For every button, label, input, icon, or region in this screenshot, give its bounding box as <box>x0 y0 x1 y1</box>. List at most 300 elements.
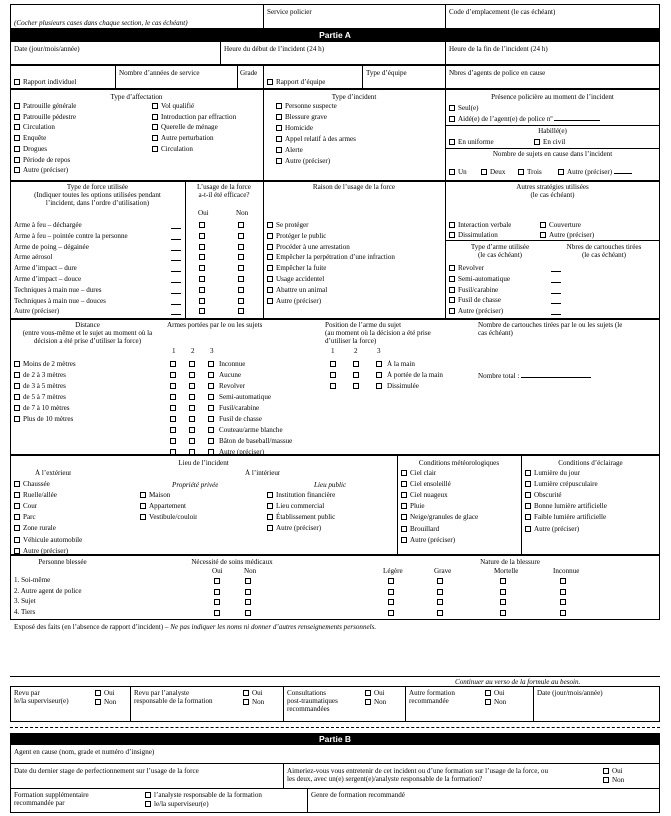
weather-item-label: Ciel ensoleillé <box>410 480 451 489</box>
private-appartement-checkbox[interactable] <box>140 501 186 511</box>
lighting-faible-lumiere-artificielle-checkbox[interactable] <box>525 512 606 522</box>
alone-checkbox[interactable] <box>449 103 479 113</box>
assignment-item-label: Vol qualifié <box>161 102 195 110</box>
medical-yes-checkbox[interactable] <box>214 610 220 616</box>
assignment-item-label: Période de repos <box>23 155 71 164</box>
weather-title: Conditions météorologiques <box>418 459 500 467</box>
weapon-position-col3-checkbox[interactable] <box>376 383 382 389</box>
effective-yes-header: Oui <box>198 209 209 217</box>
assignment-item-label: Drogues <box>23 144 48 153</box>
talk-no-label: Non <box>612 776 625 784</box>
force-effective-yes-checkbox[interactable] <box>199 287 205 293</box>
nature-mortelle-checkbox[interactable] <box>500 599 506 605</box>
uniform-label: En uniforme <box>458 138 494 146</box>
subject-cartridges-total[interactable] <box>478 371 591 381</box>
location-code-label: Code d’emplacement (le cas échéant) <box>449 8 556 16</box>
agent-label: Agent en cause (nom, grade et numéro d’insigne) <box>14 748 155 756</box>
weapon-used-fusil-carabine-checkbox[interactable] <box>449 285 498 295</box>
force-effective-no-checkbox[interactable] <box>238 233 244 239</box>
incident-item-label: Personne suspecte <box>285 102 337 110</box>
subject-weapon-couteau-arme-blanche-label: Couteau/arme blanche <box>219 426 283 434</box>
cartridges-fired-line[interactable] <box>551 303 561 304</box>
analyst-review-no[interactable] <box>243 697 264 707</box>
subject-weapon-col3-checkbox[interactable] <box>208 372 214 378</box>
consult-label-2: post-traumatiques <box>287 697 338 705</box>
reason-se-proteger-checkbox[interactable] <box>267 220 309 230</box>
nature-legere-checkbox[interactable] <box>388 610 394 616</box>
extra-training-label-1: Formation supplémentaire <box>14 791 89 799</box>
strategy-other-checkbox[interactable] <box>540 230 594 240</box>
weapon-position-subtitle-2: d’utiliser la force) <box>325 337 377 345</box>
incident-appel-relatif-a-des-armes-checkbox[interactable] <box>276 134 356 144</box>
distance-item-label: de 3 à 5 mètres <box>23 382 66 390</box>
supervisor-no-label: Non <box>104 698 117 706</box>
weather-pluie-checkbox[interactable] <box>401 501 425 511</box>
weather-ciel-nuageux-checkbox[interactable] <box>401 490 448 500</box>
weapon-position-col-header: 3 <box>377 347 381 355</box>
reason-empecher-la-fuite-checkbox[interactable] <box>267 263 326 273</box>
cut-line <box>10 727 660 728</box>
distance-de-3-a-5-metres-checkbox[interactable] <box>14 381 66 391</box>
outside-parc-checkbox[interactable] <box>14 512 36 522</box>
lighting-item-label: Lumière du jour <box>534 469 581 477</box>
private-maison-checkbox[interactable] <box>140 490 170 500</box>
weather-brouillard-checkbox[interactable] <box>401 524 439 534</box>
nature-mortelle-header: Mortelle <box>494 567 519 575</box>
subject-weapon-col2-checkbox[interactable] <box>189 372 195 378</box>
uniform-checkbox[interactable] <box>449 137 494 147</box>
force-effective-yes-checkbox[interactable] <box>199 254 205 260</box>
weather-autre-preciser-checkbox[interactable] <box>401 535 455 545</box>
nature-inconnue-checkbox[interactable] <box>560 599 566 605</box>
subjects-three-checkbox[interactable] <box>518 167 542 177</box>
weapon-position-col3-checkbox[interactable] <box>376 361 382 367</box>
cartridges-fired-title: Nbres de cartouches tirées <box>566 243 642 251</box>
subject-weapon-col1-checkbox[interactable] <box>170 383 176 389</box>
weather-neige-granules-de-glace-checkbox[interactable] <box>401 512 478 522</box>
incident-item-label: Blessure grave <box>285 113 327 121</box>
subject-weapon-col3-checkbox[interactable] <box>208 449 214 455</box>
nature-inconnue-checkbox[interactable] <box>560 578 566 584</box>
cartridges-fired-subtitle: (le cas échéant) <box>581 251 627 259</box>
force-techniques-a-main-nue-dures-label: Techniques à main nue – dures <box>14 285 102 294</box>
weather-item-label: Ciel clair <box>410 469 437 477</box>
lighting-item-label: Faible lumière artificielle <box>534 513 607 522</box>
row2-box <box>10 65 660 89</box>
force-order-line[interactable] <box>171 260 181 261</box>
nature-grave-checkbox[interactable] <box>437 589 443 595</box>
force-effective-no-checkbox[interactable] <box>238 222 244 228</box>
force-effective-yes-checkbox[interactable] <box>199 265 205 271</box>
instruction-text: (Cocher plusieurs cases dans chaque section, le cas échéant) <box>14 19 188 27</box>
weapon-position-col1-checkbox[interactable] <box>330 372 336 378</box>
force-effective-no-checkbox[interactable] <box>238 298 244 304</box>
subject-cartridges-title-1: Nombre de cartouches tirées par le ou les sujets (le <box>478 321 623 329</box>
assignment-autre-preciser-checkbox[interactable] <box>14 165 68 175</box>
assignment-patrouille-pedestre-checkbox[interactable] <box>14 112 76 122</box>
nature-mortelle-checkbox[interactable] <box>500 589 506 595</box>
cartridges-fired-line[interactable] <box>551 271 561 272</box>
outside-vehicule-automobile-checkbox[interactable] <box>14 535 82 545</box>
individual-report-checkbox[interactable] <box>14 77 76 87</box>
subject-weapon-inconnue-label: Inconnue <box>219 360 246 368</box>
lighting-obscurite-checkbox[interactable] <box>525 490 562 500</box>
assignment-autre-perturbation-checkbox[interactable] <box>152 133 214 143</box>
reason-proceder-a-une-arrestation-checkbox[interactable] <box>267 242 350 252</box>
last-training-label: Date du dernier stage de perfectionnement sur l’usage de la force <box>14 767 199 775</box>
lighting-lumiere-crepusculaire-checkbox[interactable] <box>525 479 598 489</box>
force-order-line[interactable] <box>171 239 181 240</box>
weather-item-label: Ciel nuageux <box>410 491 448 500</box>
reason-title: Raison de l’usage de la force <box>312 183 396 191</box>
lighting-title: Conditions d’éclairage <box>558 459 623 467</box>
force-effective-no-checkbox[interactable] <box>238 308 244 314</box>
team-report-checkbox[interactable] <box>267 77 325 87</box>
cartridges-fired-line[interactable] <box>551 314 561 315</box>
training-kind-label: Genre de formation recommandé <box>311 791 405 799</box>
subject-weapon-col1-checkbox[interactable] <box>170 394 176 400</box>
grade-label: Grade <box>240 69 258 77</box>
weapon-used-revolver-checkbox[interactable] <box>449 263 484 273</box>
extra-training-label-2: recommandée par <box>14 799 65 807</box>
subject-weapon-col1-checkbox[interactable] <box>170 416 176 422</box>
subject-weapon-col1-checkbox[interactable] <box>170 372 176 378</box>
outside-item-label: Zone rurale <box>23 524 56 533</box>
assignment-introduction-par-effraction-checkbox[interactable] <box>152 112 236 122</box>
subjects-two-checkbox[interactable] <box>481 167 505 177</box>
facts-label: Exposé des faits (en l’absence de rapport d’incident) <box>14 623 164 631</box>
extra-supervisor-checkbox[interactable] <box>145 799 209 809</box>
medical-no-checkbox[interactable] <box>245 578 251 584</box>
force-title: Type de force utilisée <box>66 183 129 191</box>
subject-weapons-col-header: 2 <box>191 347 195 355</box>
subject-weapon-col1-checkbox[interactable] <box>170 361 176 367</box>
outside-ruelle-allee-checkbox[interactable] <box>14 490 57 500</box>
weather-item-label: Autre (préciser) <box>410 535 456 544</box>
force-subtitle-2: l’incident, dans l’ordre d’utilisation) <box>45 199 150 207</box>
subject-weapon-col3-checkbox[interactable] <box>208 394 214 400</box>
weapon-position-col2-checkbox[interactable] <box>353 372 359 378</box>
medical-title: Nécessité de soins médicaux <box>191 558 273 566</box>
private-title: Propriété privée <box>172 481 219 489</box>
weapon-used-title: Type d’arme utilisée <box>470 243 530 251</box>
weapon-position-col1-checkbox[interactable] <box>330 361 336 367</box>
nature-inconnue-checkbox[interactable] <box>560 610 566 616</box>
distance-subtitle-2: décision a été prise d’utiliser la force) <box>33 337 142 345</box>
facts-note: – Ne pas indiquer les noms ni donner d’autres renseignements personnels. <box>163 623 377 631</box>
subjects-one-checkbox[interactable] <box>449 167 467 177</box>
weapon-used-autre-preciser-checkbox[interactable] <box>449 306 503 316</box>
force-order-line[interactable] <box>171 271 181 272</box>
consult-yes-label: Oui <box>374 689 385 697</box>
outside-cour-checkbox[interactable] <box>14 501 37 511</box>
subject-weapon-col3-checkbox[interactable] <box>208 416 214 422</box>
assignment-patrouille-generale-checkbox[interactable] <box>14 101 76 111</box>
subject-weapon-col2-checkbox[interactable] <box>189 394 195 400</box>
extra-supervisor-label: le/la superviseur(e) <box>154 800 209 808</box>
outside-item-label: Parc <box>23 513 36 522</box>
team-report-label: Rapport d’équipe <box>276 78 326 86</box>
reason-item-label: Abattre un animal <box>276 285 328 294</box>
reason-abattre-un-animal-checkbox[interactable] <box>267 285 327 295</box>
distance-de-2-a-3-metres-checkbox[interactable] <box>14 370 66 380</box>
public-item-label: Lieu commercial <box>276 502 325 511</box>
force-order-line[interactable] <box>171 314 181 315</box>
subject-weapon-col3-checkbox[interactable] <box>208 438 214 444</box>
years-label: Nombre d’années de service <box>119 69 200 77</box>
distance-plus-de-10-metres-checkbox[interactable] <box>14 414 73 424</box>
weapon-used-subtitle: (le cas échéant) <box>477 251 523 259</box>
incident-item-label: Homicide <box>285 124 313 132</box>
public-item-label: Établissement public <box>276 513 336 522</box>
public-lieu-commercial-checkbox[interactable] <box>267 501 324 511</box>
assignment-item-label: Introduction par effraction <box>161 112 237 121</box>
other-training-label-2: recommandée <box>409 697 449 705</box>
assignment-enquete-checkbox[interactable] <box>14 133 46 143</box>
subject-weapon-col2-checkbox[interactable] <box>189 416 195 422</box>
distance-subtitle-1: (entre vous-même et le sujet au moment où la <box>22 329 153 337</box>
reason-empecher-la-perpetration-d-une-infraction-checkbox[interactable] <box>267 252 395 262</box>
civil-checkbox[interactable] <box>534 137 565 147</box>
talk-no[interactable] <box>603 775 624 785</box>
start-time-label: Heure du début de l’incident (24 h) <box>224 45 325 53</box>
subject-weapon-col2-checkbox[interactable] <box>189 438 195 444</box>
outside-chaussee-checkbox[interactable] <box>14 479 50 489</box>
force-effective-yes-checkbox[interactable] <box>199 233 205 239</box>
cartridges-fired-line[interactable] <box>551 293 561 294</box>
subjects-title: Nombre de sujets en cause dans l’incident <box>492 150 613 158</box>
private-item-label: Vestibule/couloir <box>149 513 198 522</box>
medical-yes-checkbox[interactable] <box>214 578 220 584</box>
weapon-position-col3-checkbox[interactable] <box>376 372 382 378</box>
weapon-used-item-label: Semi-automatique <box>458 274 511 283</box>
other-training-yes-label: Oui <box>494 689 505 697</box>
lighting-lumiere-du-jour-checkbox[interactable] <box>525 468 580 478</box>
force-effective-yes-checkbox[interactable] <box>199 222 205 228</box>
supervisor-review-no[interactable] <box>95 697 116 707</box>
force-effective-no-checkbox[interactable] <box>238 244 244 250</box>
force-arme-d-impact-dure-label: Arme d’impact – dure <box>14 264 77 273</box>
weapon-used-item-label: Fusil/carabine <box>458 285 499 294</box>
weapon-used-semi-automatique-checkbox[interactable] <box>449 274 510 284</box>
distance-de-5-a-7-metres-checkbox[interactable] <box>14 392 66 402</box>
weapon-used-fusil-de-chasse-checkbox[interactable] <box>449 295 501 305</box>
weather-ciel-clair-checkbox[interactable] <box>401 468 436 478</box>
nature-legere-checkbox[interactable] <box>388 599 394 605</box>
force-order-line[interactable] <box>171 293 181 294</box>
force-order-line[interactable] <box>171 304 181 305</box>
force-effective-yes-checkbox[interactable] <box>199 244 205 250</box>
weapon-used-item-label: Fusil de chasse <box>458 296 501 305</box>
medical-yes-checkbox[interactable] <box>214 599 220 605</box>
subjects-one-label: Un <box>458 168 467 176</box>
subject-weapon-col1-checkbox[interactable] <box>170 438 176 444</box>
incident-blessure-grave-checkbox[interactable] <box>276 112 327 122</box>
nature-grave-checkbox[interactable] <box>437 610 443 616</box>
medical-no-checkbox[interactable] <box>245 589 251 595</box>
reason-item-label: Procéder à une arrestation <box>276 242 350 251</box>
effective-title-2: a-t-il été efficace? <box>198 191 250 199</box>
lighting-bonne-lumiere-artificielle-checkbox[interactable] <box>525 501 607 511</box>
outside-title: À l’extérieur <box>35 469 72 477</box>
consult-no[interactable] <box>365 697 386 707</box>
facts-area[interactable] <box>10 633 660 675</box>
subject-weapon-col2-checkbox[interactable] <box>189 405 195 411</box>
subject-weapon-fusil-de-chasse-label: Fusil de chasse <box>219 415 262 423</box>
public-institution-financiere-checkbox[interactable] <box>267 490 335 500</box>
injured-1-soi-meme-label: 1. Soi-même <box>14 576 51 584</box>
aided-line[interactable] <box>554 114 600 121</box>
force-effective-no-checkbox[interactable] <box>238 254 244 260</box>
reason-item-label: Autre (préciser) <box>276 296 322 305</box>
nature-mortelle-checkbox[interactable] <box>500 578 506 584</box>
supervisor-review-label-2: le/la superviseur(e) <box>14 697 69 705</box>
medical-no-header: Non <box>244 567 257 575</box>
force-arme-a-feu-dechargee-label: Arme à feu – déchargée <box>14 221 82 229</box>
talk-yes-label: Oui <box>612 767 623 775</box>
weapon-used-item-label: Autre (préciser) <box>458 307 504 316</box>
assignment-periode-de-repos-checkbox[interactable] <box>14 155 70 165</box>
subject-weapon-col2-checkbox[interactable] <box>189 427 195 433</box>
incident-alerte-checkbox[interactable] <box>276 145 303 155</box>
incident-personne-suspecte-checkbox[interactable] <box>276 101 337 111</box>
assignment-circulation-checkbox[interactable] <box>152 144 193 154</box>
lighting-item-label: Autre (préciser) <box>534 524 580 533</box>
medical-no-checkbox[interactable] <box>245 599 251 605</box>
force-order-line[interactable] <box>171 282 181 283</box>
verbal-interaction-label: Interaction verbale <box>458 221 512 229</box>
assignment-querelle-de-menage-checkbox[interactable] <box>152 122 218 132</box>
injured-2-autre-agent-de-police-label: 2. Autre agent de police <box>14 586 82 595</box>
subject-weapon-col3-checkbox[interactable] <box>208 383 214 389</box>
force-arme-d-impact-douce-label: Arme d’impact – douce <box>14 275 82 283</box>
force-subtitle-1: (Indiquer toutes les options utilisées pendant <box>34 191 161 199</box>
lighting-autre-preciser-checkbox[interactable] <box>525 524 579 534</box>
lighting-item-label: Obscurité <box>534 491 562 500</box>
verbal-interaction-checkbox[interactable] <box>449 220 511 230</box>
subject-weapon-col2-checkbox[interactable] <box>189 383 195 389</box>
subject-weapons-col-header: 3 <box>210 347 214 355</box>
distance-moins-de-2-metres-checkbox[interactable] <box>14 359 76 369</box>
force-arme-a-feu-pointee-contre-la-personne-label: Arme à feu – pointée contre la personne <box>14 231 128 240</box>
force-effective-yes-checkbox[interactable] <box>199 298 205 304</box>
reason-usage-accidentel-checkbox[interactable] <box>267 274 324 284</box>
injured-3-sujet-label: 3. Sujet <box>14 597 36 605</box>
medical-no-checkbox[interactable] <box>245 610 251 616</box>
distance-de-7-a-10-metres-checkbox[interactable] <box>14 403 70 413</box>
force-order-line[interactable] <box>171 228 181 229</box>
private-vestibule-couloir-checkbox[interactable] <box>140 512 197 522</box>
force-order-line[interactable] <box>171 250 181 251</box>
force-autre-preciser-label: Autre (préciser) <box>14 307 60 316</box>
subjects-other-line[interactable] <box>614 167 632 174</box>
weather-ciel-ensoleille-checkbox[interactable] <box>401 479 451 489</box>
nature-legere-checkbox[interactable] <box>388 578 394 584</box>
incident-autre-preciser-checkbox[interactable] <box>276 156 330 166</box>
incident-homicide-checkbox[interactable] <box>276 123 313 133</box>
row1-box <box>10 41 660 65</box>
weapon-position-subtitle-1: (au moment où la décision a été prise <box>325 329 431 337</box>
civil-label: En civil <box>543 138 566 146</box>
nature-grave-checkbox[interactable] <box>437 578 443 584</box>
reason-item-label: Empêcher la perpétration d’une infraction <box>276 253 395 262</box>
subject-weapon-semi-automatique-label: Semi-automatique <box>219 393 272 401</box>
lighting-item-label: Lumière crépusculaire <box>534 480 598 489</box>
weapon-position-col2-checkbox[interactable] <box>353 361 359 367</box>
weapon-position-col2-checkbox[interactable] <box>353 383 359 389</box>
continue-note: Continuer au verso de la formule au besoin. <box>455 678 581 686</box>
subject-weapon-col3-checkbox[interactable] <box>208 405 214 411</box>
other-training-no[interactable] <box>485 697 506 707</box>
public-item-label: Autre (préciser) <box>276 524 322 533</box>
nature-mortelle-checkbox[interactable] <box>500 610 506 616</box>
subject-weapon-col3-checkbox[interactable] <box>208 427 214 433</box>
subject-weapon-col3-checkbox[interactable] <box>208 361 214 367</box>
force-effective-no-checkbox[interactable] <box>238 265 244 271</box>
weapon-position-title: Position de l’arme du sujet <box>325 321 402 329</box>
subjects-other-checkbox[interactable] <box>558 167 632 177</box>
aided-checkbox[interactable] <box>449 114 600 124</box>
analyst-no-label: Non <box>252 698 265 706</box>
consult-label-3: recommandées <box>287 705 330 713</box>
private-item-label: Appartement <box>149 502 187 511</box>
reason-item-label: Protéger le public <box>276 231 327 240</box>
assignment-item-label: Autre (préciser) <box>23 166 69 175</box>
analyst-review-label-2: responsable de la formation <box>134 697 213 705</box>
subject-weapon-col1-checkbox[interactable] <box>170 449 176 455</box>
force-techniques-a-main-nue-douces-label: Techniques à main nue – douces <box>14 296 106 305</box>
assignment-circulation-checkbox[interactable] <box>14 122 55 132</box>
incident-item-label: Autre (préciser) <box>285 157 331 165</box>
medical-yes-checkbox[interactable] <box>214 589 220 595</box>
force-effective-no-checkbox[interactable] <box>238 276 244 282</box>
force-effective-yes-checkbox[interactable] <box>199 308 205 314</box>
reason-item-label: Usage accidentel <box>276 275 325 283</box>
force-effective-yes-checkbox[interactable] <box>199 276 205 282</box>
consult-no-label: Non <box>374 698 387 706</box>
outside-item-label: Ruelle/allée <box>23 491 57 500</box>
public-autre-preciser-checkbox[interactable] <box>267 523 321 533</box>
reason-autre-preciser-checkbox[interactable] <box>267 296 321 306</box>
subject-cartridges-total-line[interactable] <box>521 371 591 378</box>
nature-title: Nature de la blessure <box>480 558 540 566</box>
effective-title-1: L’usage de la force <box>197 183 251 191</box>
cartridges-fired-line[interactable] <box>551 282 561 283</box>
assignment-drogues-checkbox[interactable] <box>14 144 47 154</box>
subject-weapon-col2-checkbox[interactable] <box>189 361 195 367</box>
incident-item-label: Appel relatif à des armes <box>285 135 356 143</box>
subject-weapon-col2-checkbox[interactable] <box>189 449 195 455</box>
force-effective-no-checkbox[interactable] <box>238 287 244 293</box>
assignment-vol-qualifie-checkbox[interactable] <box>152 101 194 111</box>
subject-weapon-col1-checkbox[interactable] <box>170 427 176 433</box>
weapon-position-col1-checkbox[interactable] <box>330 383 336 389</box>
subject-weapon-col1-checkbox[interactable] <box>170 405 176 411</box>
concealment-checkbox[interactable] <box>449 230 498 240</box>
reason-proteger-le-public-checkbox[interactable] <box>267 231 326 241</box>
outside-zone-rurale-checkbox[interactable] <box>14 523 56 533</box>
subject-cartridges-title-2: cas échéant) <box>478 329 513 337</box>
nature-inconnue-checkbox[interactable] <box>560 589 566 595</box>
outside-autre-preciser-checkbox[interactable] <box>14 546 68 556</box>
nature-legere-checkbox[interactable] <box>388 589 394 595</box>
concealment-label: Dissimulation <box>458 231 498 239</box>
nature-grave-checkbox[interactable] <box>437 599 443 605</box>
public-etablissement-public-checkbox[interactable] <box>267 512 335 522</box>
cover-checkbox[interactable] <box>540 220 581 230</box>
subjects-two-label: Deux <box>490 168 506 176</box>
presence-title: Présence policière au moment de l’incident <box>491 93 614 101</box>
